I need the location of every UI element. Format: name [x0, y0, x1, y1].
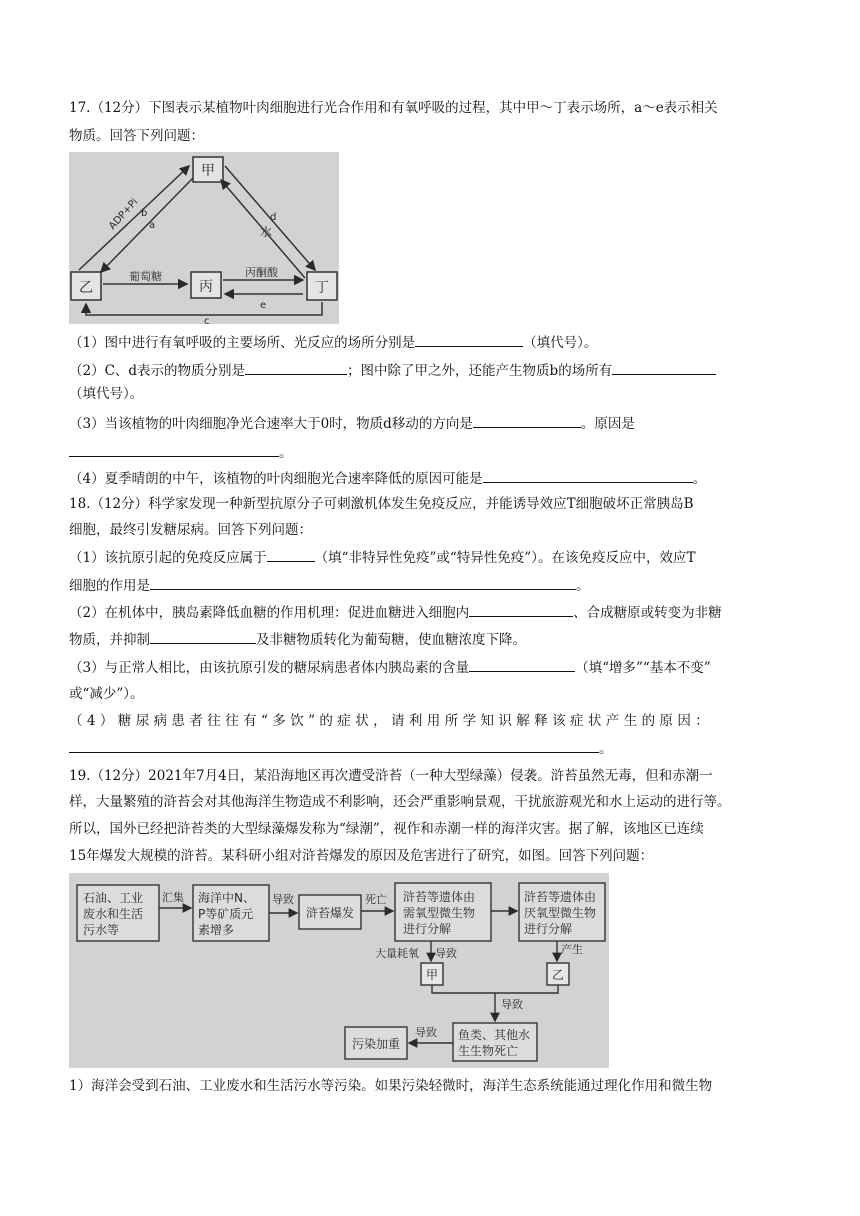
flow-arrow-lead1: 导致 — [272, 893, 294, 906]
label-a: a — [149, 220, 156, 231]
q18-sub2: （2）在机体中，胰岛素降低血糖的作用机理：促进血糖进入细胞内 、合成糖原或转变为非糖 — [69, 602, 722, 623]
flow-node-yi: 乙 — [551, 968, 565, 982]
node-ding: 丁 — [315, 280, 329, 296]
answer-blank[interactable] — [267, 547, 315, 562]
q19-flowchart — [69, 873, 609, 1068]
q18-sub3: （3）与正常人相比，由该抗原引发的糖尿病患者体内胰岛素的含量 （填“增多”“基本不变” — [69, 657, 711, 678]
flow-box-bloom-text: 浒苔爆发 — [305, 906, 355, 920]
answer-blank[interactable] — [483, 468, 693, 483]
answer-blank[interactable] — [469, 602, 573, 617]
q17-header: 17.（12分）下图表示某植物叶肉细胞进行光合作用和有氧呼吸的过程，其中甲～丁表示场所，a～e表示相关 — [69, 100, 718, 116]
flow-box-anaerobic-l2: 厌氧型微生物 — [524, 906, 597, 920]
flow-label-lead: 导致 — [435, 947, 457, 960]
flow-box-aerobic-l3: 进行分解 — [403, 922, 452, 936]
flow-label-lead2: 导致 — [501, 998, 523, 1011]
flow-label-lead3: 导致 — [415, 1026, 437, 1039]
q19-sub1: 1）海洋会受到石油、工业废水和生活污水等污染。如果污染轻微时，海洋生态系统能通过理化作用和微生物 — [69, 1078, 713, 1094]
q18-sub2-cont: 物质，并抑制 及非糖物质转化为葡萄糖，使血糖浓度下降。 — [69, 629, 526, 650]
flow-box-sources-l2: 废水和生活 — [83, 907, 144, 921]
label-pyruvate: 丙酮酸 — [245, 266, 278, 279]
node-jia: 甲 — [201, 163, 215, 179]
flow-box-death-l1: 鱼类、其他水 — [458, 1028, 531, 1042]
q18-sub4: （4）糖尿病患者往往有“多饮”的症状，请利用所学知识解释该症状产生的原因： — [69, 713, 714, 729]
q19-line1: 19.（12分）2021年7月4日，某沿海地区再次遭受浒苔（一种大型绿藻）侵袭。浒苔虽然无毒，但和赤潮一 — [69, 768, 713, 784]
q17-sub4: （4）夏季晴朗的中午，该植物的叶肉细胞光合速率降低的原因可能是 。 — [69, 468, 706, 489]
flow-box-pollution-text: 污染加重 — [351, 1037, 401, 1051]
flow-box-anaerobic-l3: 进行分解 — [524, 922, 573, 936]
q17-header-cont: 物质。回答下列问题： — [69, 128, 204, 144]
q17-sub2: （2）C、d表示的物质分别是 ；图中除了甲之外，还能产生物质b的场所有 — [69, 360, 716, 381]
answer-blank[interactable] — [612, 360, 716, 375]
label-glucose: 葡萄糖 — [129, 270, 162, 283]
flow-label-produce: 产生 — [561, 943, 583, 956]
flow-box-aerobic-l2: 需氧型微生物 — [403, 906, 476, 920]
flow-node-jia: 甲 — [425, 968, 439, 982]
label-adp: ADP+Pi — [107, 196, 141, 233]
flow-box-anaerobic-l1: 浒苔等遗体由 — [524, 890, 597, 904]
flow-box-minerals-l3: 素增多 — [198, 923, 235, 937]
q18-sub3-cont: 或“减少”）。 — [69, 686, 144, 702]
q18-sub1-cont: 细胞的作用是 。 — [69, 575, 590, 596]
flow-arrow-death: 死亡 — [365, 893, 387, 906]
answer-blank[interactable] — [69, 442, 279, 457]
flow-box-death-l2: 生生物死亡 — [458, 1044, 519, 1058]
answer-blank[interactable] — [473, 413, 581, 428]
answer-blank[interactable] — [415, 332, 523, 347]
label-c: c — [204, 316, 210, 324]
q17-diagram — [69, 152, 339, 324]
answer-blank[interactable] — [150, 575, 576, 590]
q17-sub3-cont: 。 — [69, 442, 293, 463]
flow-box-minerals-l1: 海洋中N、 — [198, 891, 255, 905]
label-water: 水 — [260, 225, 273, 239]
flow-box-sources-l1: 石油、工业 — [83, 891, 144, 905]
answer-blank[interactable] — [469, 657, 575, 672]
q17-sub2-cont: （填代号）。 — [69, 386, 144, 402]
answer-blank[interactable] — [150, 629, 256, 644]
node-bing: 丙 — [199, 279, 213, 295]
q19-line2: 样，大量繁殖的浒苔会对其他海洋生物造成不利影响，还会严重影响景观，干扰旅游观光和水上运动的进行等。 — [69, 794, 731, 810]
answer-blank[interactable] — [69, 738, 599, 753]
q18-header: 18.（12分）科学家发现一种新型抗原分子可刺激机体发生免疫反应，并能诱导效应T细胞破坏正常胰岛B — [69, 496, 694, 512]
flow-arrow-collect: 汇集 — [162, 891, 184, 904]
flow-box-sources-l3: 污水等 — [83, 923, 120, 937]
answer-blank[interactable] — [245, 360, 347, 375]
flow-box-aerobic-l1: 浒苔等遗体由 — [403, 890, 476, 904]
flow-box-minerals-l2: P等矿质元 — [198, 907, 254, 921]
q18-sub4-cont: 。 — [69, 738, 613, 759]
flow-label-oxygen: 大量耗氧 — [375, 947, 419, 960]
q19-line3: 所以，国外已经把浒苔类的大型绿藻爆发称为“绿潮”，视作和赤潮一样的海洋灾害。据了解，该地区已连续 — [69, 821, 704, 837]
q18-sub1: （1）该抗原引起的免疫反应属于 （填“非特异性免疫”或“特异性免疫”）。在该免疫反应中，效应T — [69, 547, 695, 568]
node-yi: 乙 — [79, 280, 93, 296]
label-b: b — [141, 208, 148, 219]
q19-line4: 15年爆发大规模的浒苔。某科研小组对浒苔爆发的原因及危害进行了研究，如图。回答下列问题： — [69, 848, 654, 864]
label-e: e — [260, 300, 267, 311]
q17-sub1: （1）图中进行有氧呼吸的主要场所、光反应的场所分别是 （填代号）。 — [69, 332, 597, 353]
q17-sub3: （3）当该植物的叶肉细胞净光合速率大于0时，物质d移动的方向是 。原因是 — [69, 413, 635, 434]
q18-header-cont: 细胞，最终引发糖尿病。回答下列问题： — [69, 522, 312, 538]
label-d: d — [270, 212, 277, 223]
